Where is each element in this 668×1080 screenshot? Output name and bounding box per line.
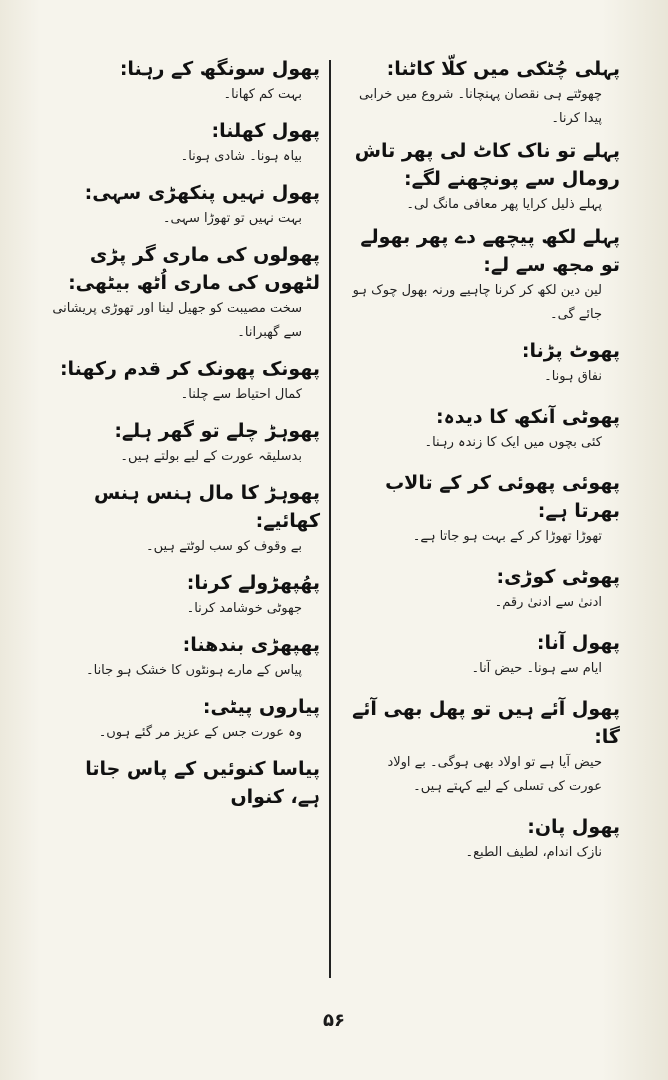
- idiom-meaning: بدسلیقہ عورت کے لیے بولتے ہیں۔: [120, 449, 302, 464]
- idiom-meaning: تھوڑا تھوڑا کر کے بہت ہو جاتا ہے۔: [412, 529, 602, 544]
- entry: [50, 179, 320, 231]
- idiom-meaning: پیاس کے مارے ہونٹوں کا خشک ہو جانا۔: [85, 663, 302, 678]
- entry: [352, 223, 620, 327]
- column-divider: [329, 60, 331, 978]
- entry: [352, 695, 620, 799]
- idiom-meaning: پہلے ذلیل کرایا پھر معافی مانگ لی۔: [406, 197, 602, 212]
- idiom-meaning: سخت مصیبت کو جھیل لینا اور تھوڑی پریشانی سے گھبرانا۔: [52, 301, 302, 340]
- idiom-headword: پھول پان:: [527, 816, 620, 838]
- idiom-meaning: وہ عورت جس کے عزیز مر گئے ہوں۔: [98, 725, 302, 740]
- idiom-headword: پھُپھڑولے کرنا:: [186, 572, 320, 594]
- idiom-headword: پھپھڑی بندھنا:: [182, 634, 320, 656]
- entry: [352, 337, 620, 389]
- idiom-meaning: نفاق ہونا۔: [544, 369, 602, 384]
- entry: [50, 693, 320, 745]
- idiom-headword: پیاروں پیٹی:: [202, 696, 320, 718]
- idiom-headword: پہلی چُٹکی میں کلّا کاٹنا:: [386, 58, 620, 80]
- idiom-headword: پھول سونگھ کے رہنا:: [119, 58, 320, 80]
- entry: [352, 813, 620, 865]
- entry: [50, 417, 320, 469]
- idiom-meaning: بہت نہیں تو تھوڑا سہی۔: [162, 211, 302, 226]
- entry: [352, 629, 620, 681]
- page-number: ۵۶: [323, 1010, 345, 1031]
- idiom-meaning: کئی بچوں میں ایک کا زندہ رہنا۔: [424, 435, 602, 450]
- idiom-headword: پھوئی پھوئی کر کے تالاب بھرتا ہے:: [385, 472, 620, 522]
- entry: [352, 563, 620, 615]
- idiom-meaning: کمال احتیاط سے چلنا۔: [180, 387, 302, 402]
- idiom-meaning: بہت کم کھانا۔: [223, 87, 302, 102]
- idiom-headword: پھوہڑ چلے تو گھر ہلے:: [114, 420, 320, 442]
- entry: [50, 479, 320, 559]
- entry: [352, 469, 620, 549]
- idiom-headword: پھول نہیں پنکھڑی سہی:: [84, 182, 320, 204]
- entry: [50, 355, 320, 407]
- entry: [50, 55, 320, 107]
- idiom-meaning: چھوٹتے ہی نقصان پہنچانا۔ شروع میں خرابی پیدا کرنا۔: [359, 87, 602, 126]
- idiom-headword: پھول آنا:: [536, 632, 620, 654]
- entry: [352, 55, 620, 131]
- idiom-headword: پھوٹ پڑنا:: [521, 340, 620, 362]
- idiom-headword: پہلے لکھ پیچھے دے پھر بھولے تو مجھ سے لے:: [360, 226, 620, 276]
- entry: [50, 755, 320, 811]
- idiom-meaning: لین دین لکھ کر کرنا چاہیے ورنہ بھول چوک ہو جائے گی۔: [352, 283, 602, 322]
- right-column: [352, 55, 620, 865]
- idiom-headword: پھوہڑ کا مال ہنس ہنس کھائیے:: [93, 482, 320, 532]
- idiom-meaning: ادنیٰ سے ادنیٰ رقم۔: [494, 595, 602, 610]
- idiom-meaning: بیاہ ہونا۔ شادی ہونا۔: [180, 149, 302, 164]
- idiom-meaning: بے وقوف کو سب لوٹتے ہیں۔: [145, 539, 302, 554]
- entry: [352, 403, 620, 455]
- left-column: [50, 55, 320, 811]
- entry: [50, 117, 320, 169]
- entry: [50, 241, 320, 345]
- entry: [50, 631, 320, 683]
- idiom-headword: پھونک پھونک کر قدم رکھنا:: [59, 358, 320, 380]
- idiom-meaning: نازک اندام، لطیف الطبع۔: [465, 845, 602, 860]
- idiom-headword: پھول کھلنا:: [211, 120, 320, 142]
- idiom-headword: پہلے تو ناک کاٹ لی پھر تاش رومال سے پونچھنے لگے:: [354, 140, 620, 190]
- idiom-meaning: جھوٹی خوشامد کرنا۔: [186, 601, 302, 616]
- idiom-headword: پھوٹی آنکھ کا دیدہ:: [436, 406, 620, 428]
- idiom-headword: پیاسا کنوئیں کے پاس جاتا ہے، کنواں: [85, 758, 320, 808]
- idiom-headword: پھول آئے ہیں تو پھل بھی آئے گا:: [352, 698, 620, 748]
- idiom-meaning: حیض آیا ہے تو اولاد بھی ہوگی۔ بے اولاد عورت کی تسلی کے لیے کہتے ہیں۔: [387, 755, 602, 794]
- entry: [352, 137, 620, 217]
- idiom-headword: پھولوں کی ماری گر پڑی لٹھوں کی ماری اُٹھ بیٹھی:: [68, 244, 320, 294]
- idiom-meaning: ایام سے ہونا۔ حیض آنا۔: [471, 661, 602, 676]
- idiom-headword: پھوٹی کوڑی:: [496, 566, 620, 588]
- entry: [50, 569, 320, 621]
